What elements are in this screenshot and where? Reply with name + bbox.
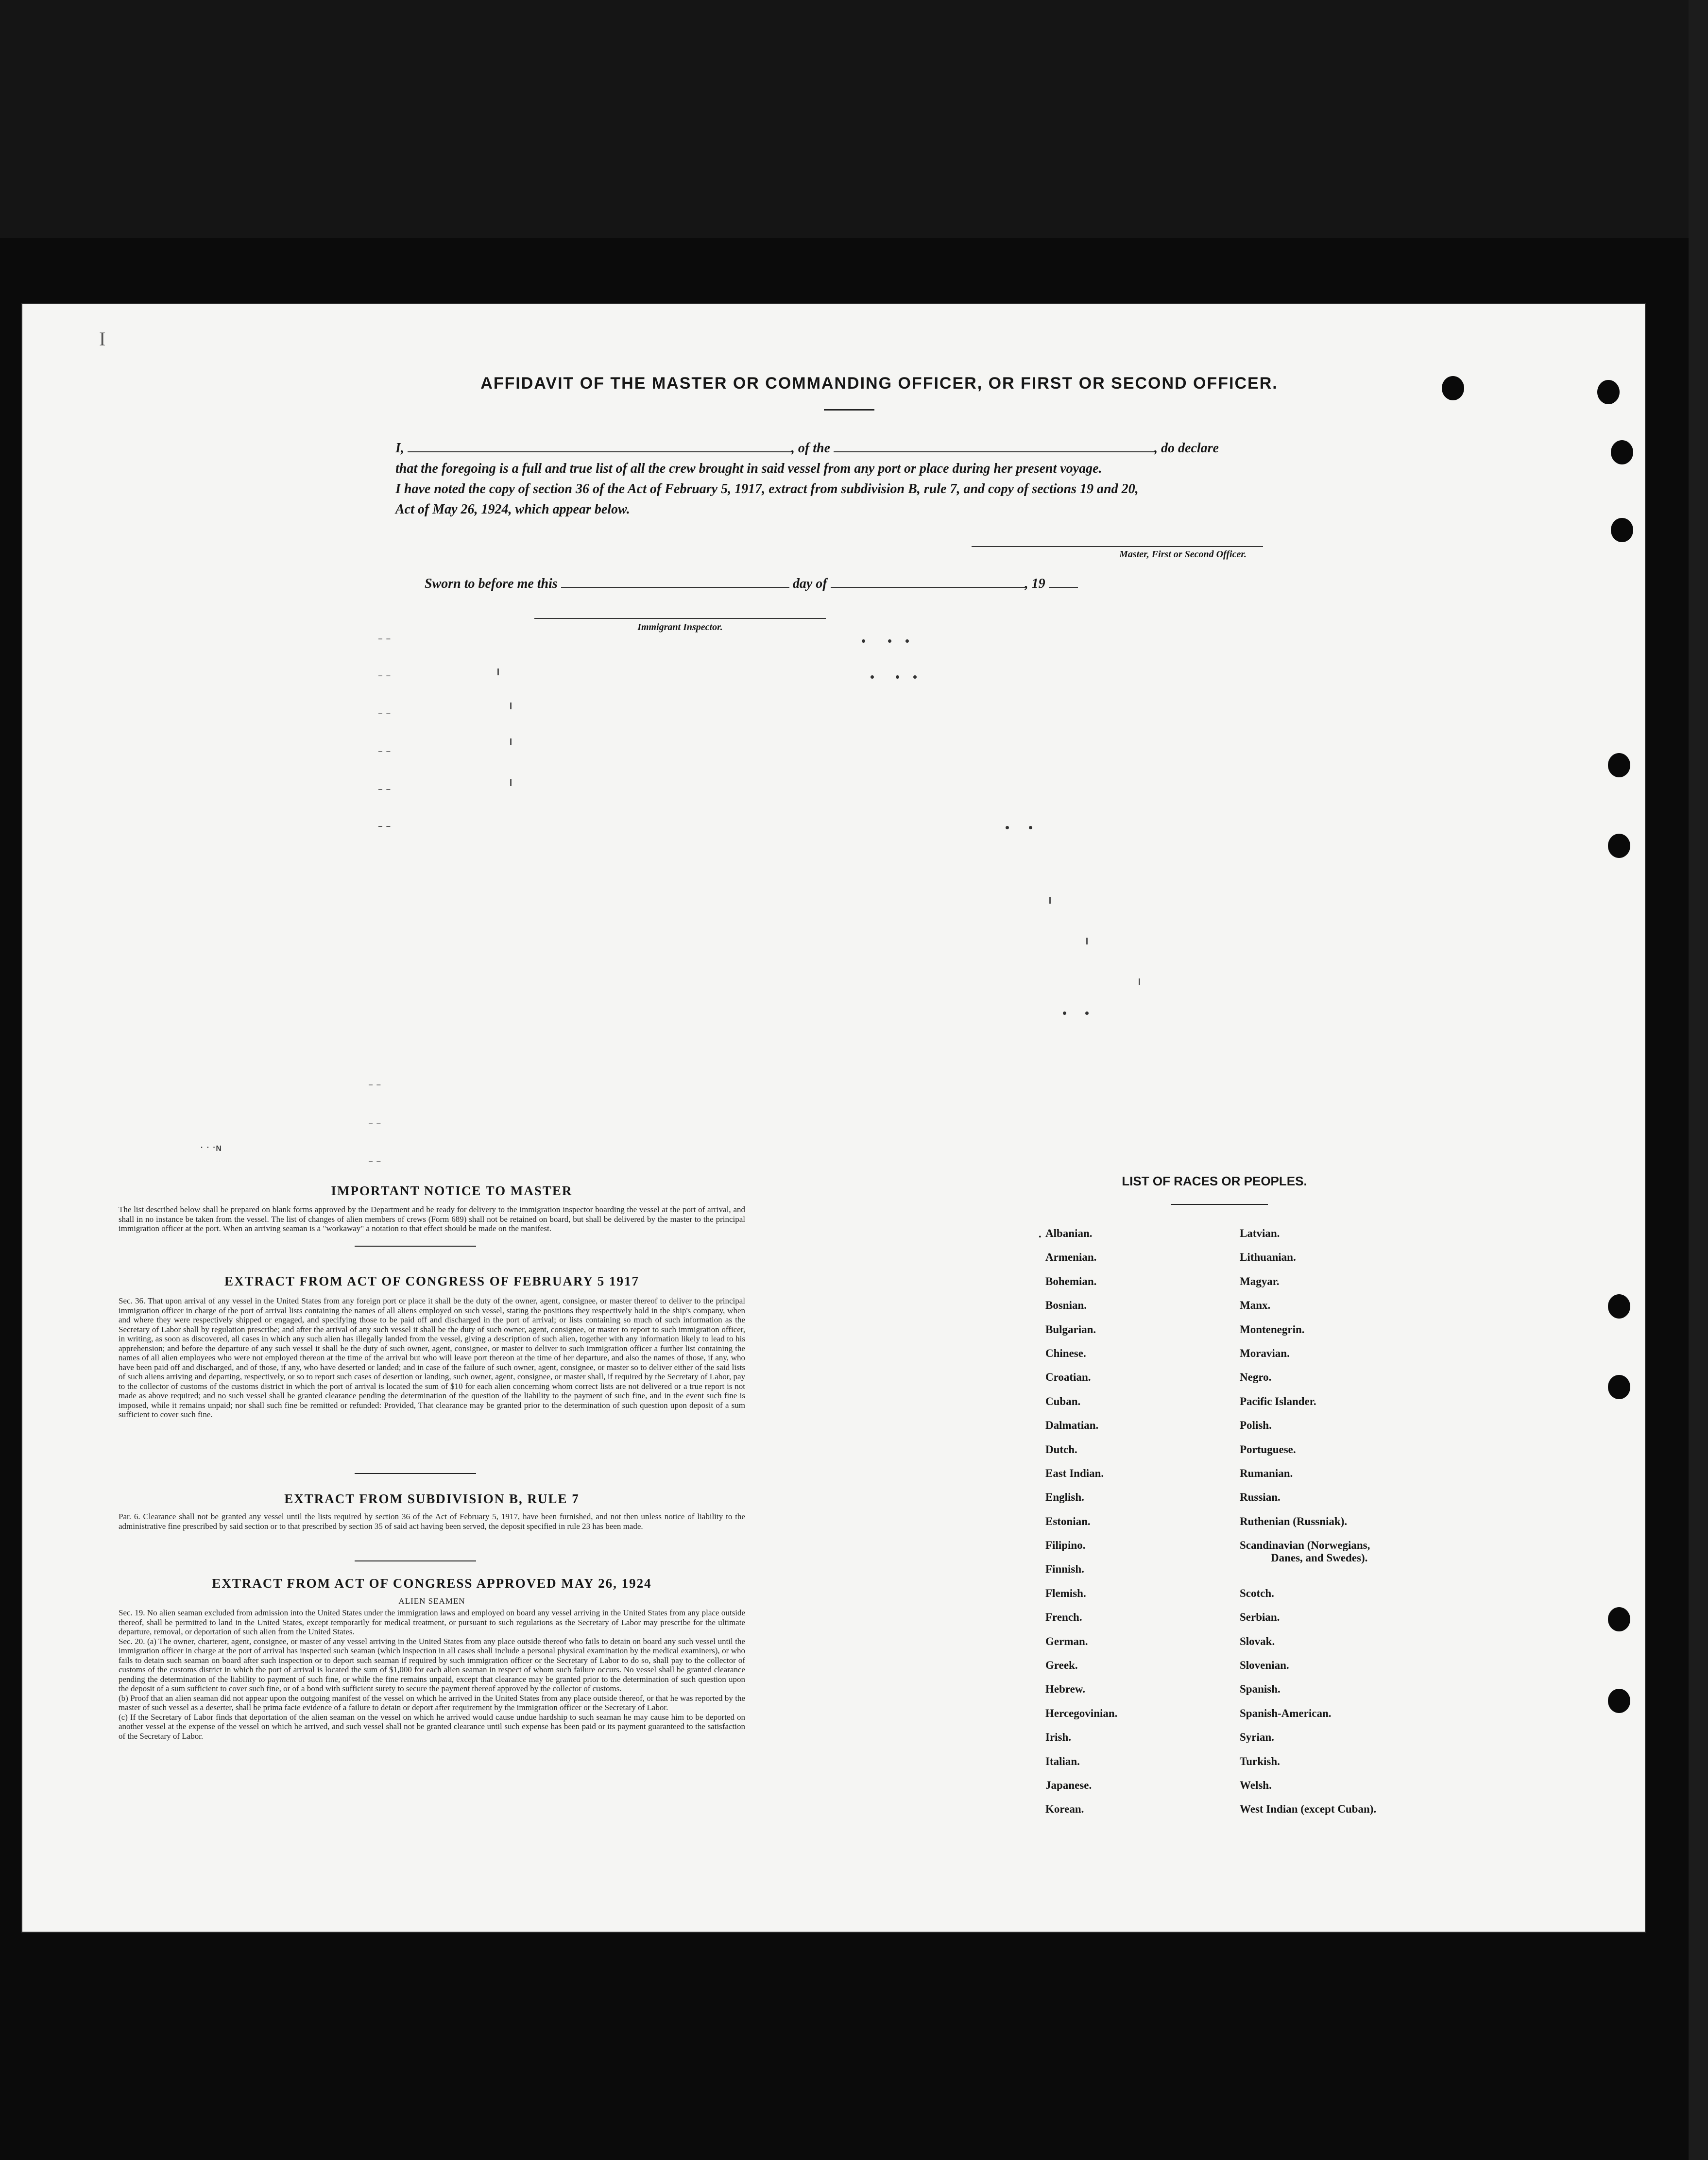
notice-heading: IMPORTANT NOTICE TO MASTER [331,1183,573,1198]
scan-mark [1049,897,1051,904]
scan-mark: – – [378,707,391,719]
scan-mark: – – [378,820,391,832]
race-item: Hebrew. [1045,1683,1085,1696]
race-item: Russian. [1240,1491,1281,1504]
race-item: Cuban. [1045,1395,1081,1407]
punch-hole [1608,1607,1630,1631]
races-rule [1171,1204,1268,1205]
signature-line[interactable] [972,546,1263,547]
punch-hole [1611,518,1633,542]
affidavit-paragraph [395,438,1265,520]
month-field[interactable] [831,575,1025,588]
scan-speck [1063,1011,1066,1015]
punch-hole [1611,440,1633,464]
section-rule [355,1560,476,1561]
scan-top-band [0,0,1708,238]
extract-1924-heading: EXTRACT FROM ACT OF CONGRESS APPROVED MAY 26, 1924 [212,1576,652,1591]
scan-mark: – – [368,1117,381,1129]
race-item: Korean. [1045,1803,1084,1816]
race-item: English. [1045,1491,1084,1504]
race-item: Spanish. [1240,1683,1281,1696]
scan-speck [888,639,891,643]
scan-mark: – – [378,745,391,757]
affidavit-line-3: I have noted the copy of section 36 of the Act of February 5, 1917, extract from subdivision B, rule 7, and copy of sections 19 and 20, [395,481,1139,497]
extract-1917-heading: EXTRACT FROM ACT OF CONGRESS OF FEBRUARY 5 1917 [224,1274,640,1288]
race-item: Slovenian. [1240,1659,1289,1672]
race-item: Scotch. [1240,1587,1274,1599]
race-item: Italian. [1045,1755,1080,1767]
race-item: Polish. [1240,1419,1272,1432]
inspector-label: Immigrant Inspector. [637,622,723,633]
races-heading: LIST OF RACES OR PEOPLES. [1122,1174,1307,1188]
scan-mark: – – [368,1079,381,1090]
year-prefix-label: , 19 [1025,576,1045,591]
rule7-body: Par. 6. Clearance shall not be granted any vessel until the lists required by section 36 of the Act of February 5, 1917, have been furnished, and not then unless notice of liability to the administrative fine prescribed by said section or to that prescribed by section 35 of said act having been served, the deposit specified in rule 23 has been made. [119,1512,745,1531]
scan-speck [913,675,917,679]
race-item: Dutch. [1045,1443,1077,1456]
race-item: Turkish. [1240,1755,1280,1767]
scan-mark [1086,938,1088,944]
punch-hole [1608,834,1630,858]
race-item-line: Danes, and Swedes). [1271,1552,1368,1564]
scan-right-edge [1689,0,1708,2160]
race-item: Syrian. [1240,1731,1274,1744]
race-item: Finnish. [1045,1563,1084,1576]
corner-mark: I [99,328,106,350]
section-20a: Sec. 20. (a) The owner, charterer, agent, consignee, or master of any vessel arriving in the United States from any place outside thereof who fails to detain on board any such vessel until the immigration officer in charge at the port of arrival has inspected such seaman (which inspection in all cases shall include a personal physical examination by the medical examiners), or who fails to detain such seaman on board after such inspection or to deport such seaman if required by such immigration officer or the Secretary of Labor to do so, shall pay to the collector of customs of the customs district in which the port of arrival is located the sum of $1,000 for each alien seaman in respect of whom such failure occurs. No vessel shall be granted clearance pending the determination of the liability to payment of such fine, or while the fine remains unpaid, except that clearance may be granted prior to the determination of such question upon the deposit of a sum sufficient to cover such fine, or of a bond with sufficient surety to secure the payment thereof approved by the collector of customs. [119,1636,745,1693]
race-item: Manx. [1240,1299,1271,1312]
race-item: Bulgarian. [1045,1323,1096,1336]
race-item: Lithuanian. [1240,1251,1296,1264]
race-item: Hercegovinian. [1045,1707,1118,1719]
scan-mark: – – [378,783,391,795]
affidavit-i-label: I, [395,441,404,456]
extract-1917-body: Sec. 36. That upon arrival of any vessel in the United States from any foreign port or place it shall be the duty of the owner, agent, consignee, or master thereof to deliver to the principal immigration officer in charge of the port of arrival lists containing the names of all aliens employed on such vessel, stating the positions they respectively hold in the ship's company, when and where they were respectively shipped or engaged, and specifying those to be paid off and discharged in the port of arrival; or lists containing so much of such information as the Secretary of Labor shall by regulation prescribe; and after the arrival of any such vessel it shall be the duty of such owner, agent, consignee, or master to report to such immigration officer, in writing, as soon as discovered, all cases in which any such alien has illegally landed from the vessel, giving a description of such alien, together with any information likely to lead to his apprehension; and before the departure of any such vessel it shall be the duty of such owner, agent, consignee, or master to deliver to such immigration officer a further list containing the names of all alien employees who were not employed thereon at the time of the arrival but who will leave port thereon at the time of her departure, and also the names of those, if any, who have been paid off and discharged, and of those, if any, who have deserted or landed; and in case of the failure of such owner, agent, consignee, or master so to deliver either of the said lists of such aliens arriving and departing, respectively, or so to report such cases of desertion or landing, such owner, agent, consignee, or master shall, if required by the Secretary of Labor, pay to the collector of customs of the customs district in which the port of arrival is located the sum of $10 for each alien concerning whom correct lists are not delivered or a true report is not made as above required; and no such vessel shall be granted clearance pending the determination of the question of the liability to the payment of such fine, and in the event such fine is imposed, while it remains unpaid; nor shall such fine be remitted or refunded: Provided, That clearance may be granted prior to the determination of such question upon deposit of a sum sufficient to cover such fine. [119,1296,745,1419]
race-item: Portuguese. [1240,1443,1296,1456]
scan-speck [1006,826,1009,829]
race-item: Spanish-American. [1240,1707,1332,1719]
race-item: Irish. [1045,1731,1072,1744]
race-item: Montenegrin. [1240,1323,1305,1336]
section-rule [355,1473,476,1474]
scan-speck [1085,1011,1089,1015]
punch-hole [1608,1689,1630,1713]
race-item: Magyar. [1240,1275,1280,1287]
punch-hole [1608,753,1630,777]
affidavit-of-the: , of the [791,441,831,456]
race-item: Bohemian. [1045,1275,1097,1287]
race-item: Rumanian. [1240,1467,1293,1479]
race-item: Dalmatian. [1045,1419,1099,1432]
race-item: Albanian. [1045,1227,1093,1239]
section-rule [355,1246,476,1247]
race-item: Estonian. [1045,1515,1091,1527]
scan-speck [896,675,899,679]
race-item: Welsh. [1240,1779,1272,1791]
race-item [1240,1539,1376,1587]
extract-1924-body [119,1608,745,1741]
affidavit-do-declare: , do declare [1154,441,1219,456]
race-item: Pacific Islander. [1240,1395,1316,1407]
section-19: Sec. 19. No alien seaman excluded from admission into the United States under the immigration laws and employed on board any vessel arriving in the United States from any place outside thereof, shall be permitted to land in the United States, except temporarily for medical treatment, or pursuant to such regulations as the Secretary of Labor may prescribe for the ultimate departure, removal, or deportation of such alien from the United States. [119,1608,745,1636]
year-field[interactable] [1049,575,1078,588]
notice-body: The list described below shall be prepared on blank forms approved by the Department and be ready for delivery to the immigration inspector boarding the vessel at the port of arrival, and shall in no instance be taken from the vessel. The list of changes of alien members of crews (Form 689) shall not be retained on board, but shall be delivered by the master to the principal immigration officer at the port. When an arriving seaman is a "workaway" a notation to that effect should be made on the manifest. [119,1205,745,1233]
races-list-right [1240,1227,1376,1827]
scan-mark: – – [378,669,391,681]
affidavit-line-1 [395,438,1265,459]
punch-hole [1608,1375,1630,1399]
scan-mark: – – [368,1155,381,1167]
race-item-line: Scandinavian (Norwegians, [1240,1539,1370,1552]
scan-mark [510,779,512,786]
section-20c: (c) If the Secretary of Labor finds that deportation of the alien seaman on the vessel on which he arrived would cause undue hardship to such seaman he may cause him to be deported on another vessel at the expense of the vessel on which he arrived, and such vessel shall not be granted clearance until such expense has been paid or its payment guaranteed to the satisfaction of the Secretary of Labor. [119,1712,745,1741]
race-item: Slovak. [1240,1635,1275,1647]
race-item: Bosnian. [1045,1299,1087,1312]
race-item: Serbian. [1240,1611,1280,1624]
alien-seamen-subheading: ALIEN SEAMEN [398,1596,465,1606]
scan-mark: – – [378,633,391,644]
race-item: Chinese. [1045,1347,1086,1359]
bullet-mark: • [1039,1233,1042,1241]
race-item: West Indian (except Cuban). [1240,1803,1377,1816]
affidavit-line-2: that the foregoing is a full and true list of all the crew brought in said vessel from any port or place during her present voyage. [395,461,1102,476]
race-item: Filipino. [1045,1539,1086,1552]
sworn-date-field[interactable] [561,575,789,588]
race-item: German. [1045,1635,1088,1647]
rule7-heading: EXTRACT FROM SUBDIVISION B, RULE 7 [284,1491,580,1506]
scan-mark [1139,978,1140,985]
race-item: Croatian. [1045,1371,1091,1384]
punch-hole [1442,376,1464,400]
scan-speck [905,639,909,643]
race-item: Ruthenian (Russniak). [1240,1515,1348,1527]
scan-speck [862,639,865,643]
race-item: Greek. [1045,1659,1078,1672]
scan-mark [510,703,512,709]
scan-mark [497,669,499,675]
punch-hole [1597,380,1620,404]
race-item: Moravian. [1240,1347,1290,1359]
punch-hole [1608,1294,1630,1319]
scan-mark [510,738,512,745]
races-list-left [1045,1227,1117,1827]
section-20b: (b) Proof that an alien seaman did not appear upon the outgoing manifest of the vessel on which he arrived in the United States from any place outside thereof, or that he was reported by the master of such vessel as a deserter, shall be prima facie evidence of a failure to detain or deport after requirement by the immigration officer or the Secretary of Labor. [119,1693,745,1712]
race-item: East Indian. [1045,1467,1104,1479]
day-of-label: day of [792,576,827,591]
title-rule [824,409,874,411]
name-field[interactable] [408,440,791,452]
race-item: Japanese. [1045,1779,1092,1791]
race-item: Armenian. [1045,1251,1097,1264]
vessel-field[interactable] [834,440,1154,452]
race-item: Negro. [1240,1371,1272,1384]
sworn-label: Sworn to before me this [425,576,558,591]
signature-label: Master, First or Second Officer. [1119,549,1247,560]
race-item: Flemish. [1045,1587,1086,1599]
scan-speck [1029,826,1032,829]
scan-mark: · · ·ɴ [200,1142,222,1153]
affidavit-line-4: Act of May 26, 1924, which appear below. [395,502,630,517]
race-item: Latvian. [1240,1227,1280,1239]
sworn-line [425,575,1078,592]
scan-speck [871,675,874,679]
race-item: French. [1045,1611,1082,1624]
inspector-signature-line[interactable] [534,618,826,619]
affidavit-title: AFFIDAVIT OF THE MASTER OR COMMANDING OFFICER, OR FIRST OR SECOND OFFICER. [480,374,1278,393]
